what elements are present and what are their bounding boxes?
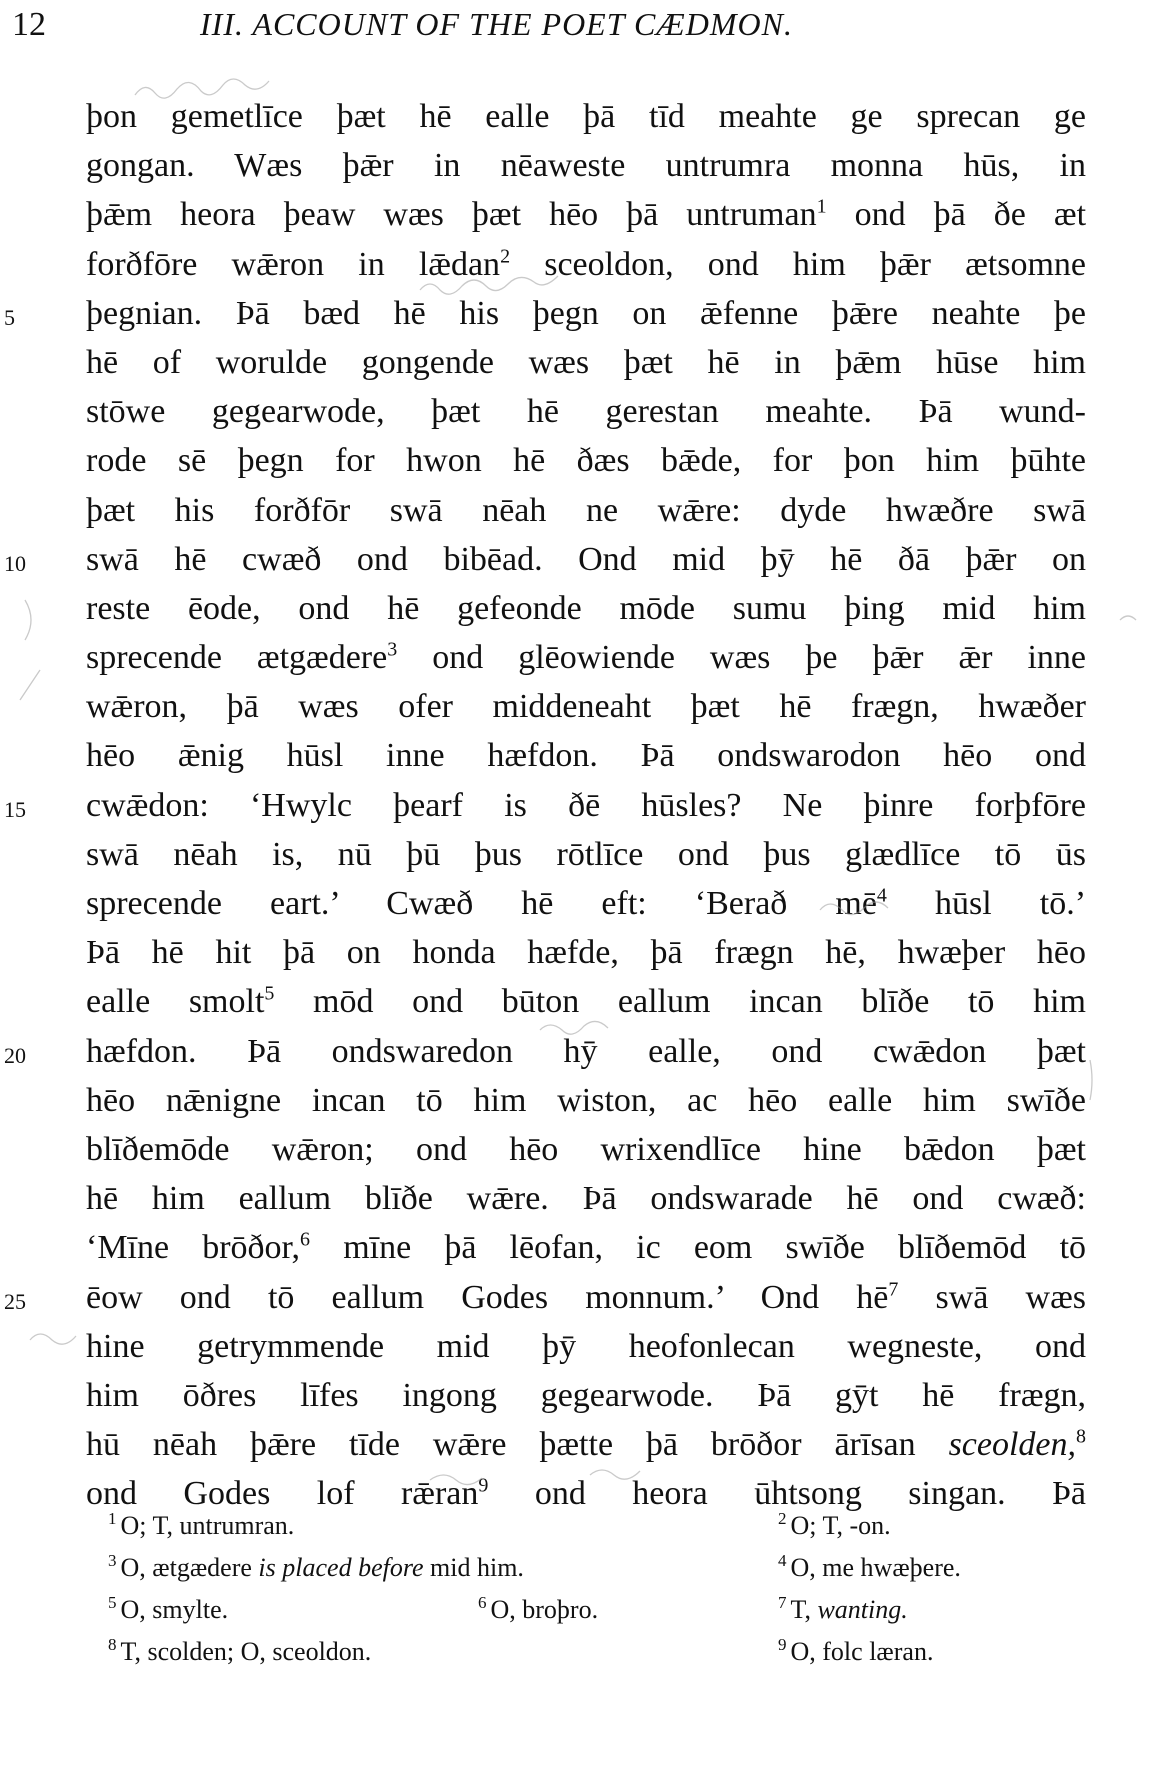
footnote-5: $^5$ O, smylte. [108, 1593, 229, 1624]
text-line [86, 1174, 1086, 1223]
text-line [4, 289, 1086, 338]
line-text-continued: sceoldon, ond him þǣr ætsomne [544, 245, 1086, 283]
text-line [86, 486, 1086, 535]
line-text: hine getrymmende mid þȳ heofonlecan wegneste, ond [86, 1327, 1086, 1365]
line-number: 5 [4, 304, 15, 330]
text-line [86, 387, 1086, 436]
page-header [0, 6, 1158, 50]
line-text: forðfōre wǣron in lǣdan [86, 245, 501, 283]
text-line [86, 190, 1086, 239]
line-text: ēow ond tō eallum Godes monnum.’ Ond hē [86, 1278, 889, 1316]
text-line [4, 1027, 1086, 1076]
footnote-reference: 5 [264, 983, 275, 1006]
footnote-reference: 7 [888, 1278, 899, 1301]
text-line [86, 1076, 1086, 1125]
text-line [86, 830, 1086, 879]
footnote-9: $^9$ O, folc læran. [778, 1635, 934, 1666]
text-line [86, 731, 1086, 780]
line-text: hēo ǣnig hūsl inne hæfdon. Þā ondswarodon hēo ond [86, 737, 1086, 775]
page-number: 12 [12, 6, 46, 43]
footnote-row [96, 1547, 1076, 1589]
line-text: him ōðres līfes ingong gegearwode. Þā gȳt hē frægn, [86, 1376, 1086, 1414]
italic-word: sceolden, [948, 1426, 1077, 1464]
line-text: hæfdon. Þā ondswaredon hȳ ealle, ond cwǣdon þæt [86, 1032, 1086, 1070]
footnote-7: $^7$ T, wanting. [778, 1593, 908, 1624]
line-text: blīðemōde wǣron; ond hēo wrixendlīce hine bǣdon þæt [86, 1130, 1086, 1168]
text-line [86, 92, 1086, 141]
text-line [86, 879, 1086, 928]
line-text: hē him eallum blīðe wǣre. Þā ondswarade hē ond cwæð: [86, 1180, 1086, 1218]
line-text: þegnian. Þā bæd hē his þegn on ǣfenne þǣre neahte þe [86, 294, 1086, 332]
running-title: III. ACCOUNT OF THE POET CÆDMON. [200, 6, 793, 42]
main-text [4, 92, 1087, 1518]
text-line [86, 977, 1086, 1026]
line-text-continued: swā wæs [935, 1278, 1087, 1316]
line-text: hū nēah þǣre tīde wǣre þætte þā brōðor ārīsan [86, 1426, 916, 1464]
line-text: þǣm heora þeaw wæs þæt hēo þā untruman [86, 196, 817, 234]
line-text-continued: ond glēowiende wæs þe þǣr ǣr inne [432, 639, 1086, 677]
line-text: gongan. Wæs þǣr in nēaweste untrumra monna hūs, in [86, 147, 1086, 185]
line-text: ‘Mīne brōðor, [86, 1229, 301, 1267]
line-number: 10 [4, 550, 26, 576]
footnote-8: $^8$ T, scolden; O, sceoldon. [108, 1635, 372, 1666]
text-line [86, 928, 1086, 977]
text-line [86, 682, 1086, 731]
line-text: stōwe gegearwode, þæt hē gerestan meahte. Þā wund- [86, 393, 1086, 431]
line-text: swā hē cwæð ond bibēad. Ond mid þȳ hē ðā þǣr on [86, 540, 1086, 578]
text-line [86, 240, 1086, 289]
footnote-reference: 1 [816, 196, 827, 219]
footnote-1: $^1$ O; T, untrumran. [108, 1509, 295, 1540]
line-text-continued: mīne þā lēofan, ic eom swīðe blīðemōd tō [343, 1229, 1087, 1267]
footnote-4: $^4$ O, me hwæþere. [778, 1551, 961, 1582]
footnote-2: $^2$ O; T, -on. [778, 1509, 891, 1540]
line-text: hē of worulde gongende wæs þæt hē in þǣm hūse him [86, 343, 1086, 381]
footnote-row [96, 1505, 1076, 1547]
footnote-row [96, 1589, 1076, 1631]
line-text: þæt his forðfōr swā nēah ne wǣre: dyde hwæðre swā [86, 491, 1086, 529]
line-text-continued: ond heora ūhtsong singan. Þā [534, 1475, 1087, 1513]
line-text: cwǣdon: ‘Hwylc þearf is ðē hūsles? Ne þinre forþfōre [86, 786, 1086, 824]
text-line [86, 633, 1086, 682]
line-text-continued: ond þā ðe æt [854, 196, 1087, 234]
footnote-reference: 9 [478, 1474, 489, 1497]
footnote-reference: 2 [500, 245, 511, 268]
line-text: wǣron, þā wæs ofer middeneaht þæt hē frægn, hwæðer [86, 688, 1086, 726]
footnote-reference: 6 [300, 1228, 311, 1251]
text-line [86, 1371, 1086, 1420]
line-text: sprecende ætgædere [86, 639, 388, 677]
line-text: rode sē þegn for hwon hē ðæs bǣde, for þon him þūhte [86, 442, 1086, 480]
footnote-reference: 4 [876, 884, 887, 907]
text-line [86, 584, 1086, 633]
text-line [86, 1223, 1086, 1272]
line-text: sprecende eart.’ Cwæð hē eft: ‘Berað mē [86, 885, 877, 922]
line-text-continued: mōd ond būton eallum incan blīðe tō him [313, 983, 1086, 1021]
text-line [4, 1273, 1087, 1322]
text-line [86, 338, 1086, 387]
line-number: 25 [4, 1288, 26, 1314]
line-number: 20 [4, 1042, 26, 1068]
footnotes [96, 1505, 1076, 1673]
line-text: Þā hē hit þā on honda hæfde, þā frægn hē, hwæþer hēo [86, 934, 1086, 972]
line-text-continued: hūsl tō.’ [935, 885, 1087, 922]
text-line [4, 781, 1086, 830]
line-text: þon gemetlīce þæt hē ealle þā tīd meahte ge sprecan ge [86, 98, 1086, 135]
footnote-6: $^6$ O, broþro. [478, 1593, 599, 1624]
text-line [86, 1125, 1086, 1174]
line-number: 15 [4, 796, 26, 822]
line-text: swā nēah is, nū þū þus rōtlīce ond þus glædlīce tō ūs [86, 835, 1086, 873]
footnote-reference: 3 [387, 638, 398, 661]
text-line [86, 141, 1086, 190]
line-text: hēo nǣnigne incan tō him wiston, ac hēo ealle him swīðe [86, 1081, 1086, 1119]
footnote-3: $^3$ O, ætgædere is placed before mid him. [108, 1551, 524, 1582]
line-text: reste ēode, ond hē gefeonde mōde sumu þing mid him [86, 589, 1086, 627]
text-line [4, 535, 1086, 584]
line-text: ond Godes lof rǣran [86, 1475, 479, 1513]
text-line [86, 1420, 1086, 1469]
footnote-reference: 8 [1076, 1425, 1087, 1448]
text-line [86, 436, 1086, 485]
footnote-row [96, 1631, 1076, 1673]
text-line [86, 1322, 1086, 1371]
line-text: ealle smolt [86, 983, 265, 1021]
